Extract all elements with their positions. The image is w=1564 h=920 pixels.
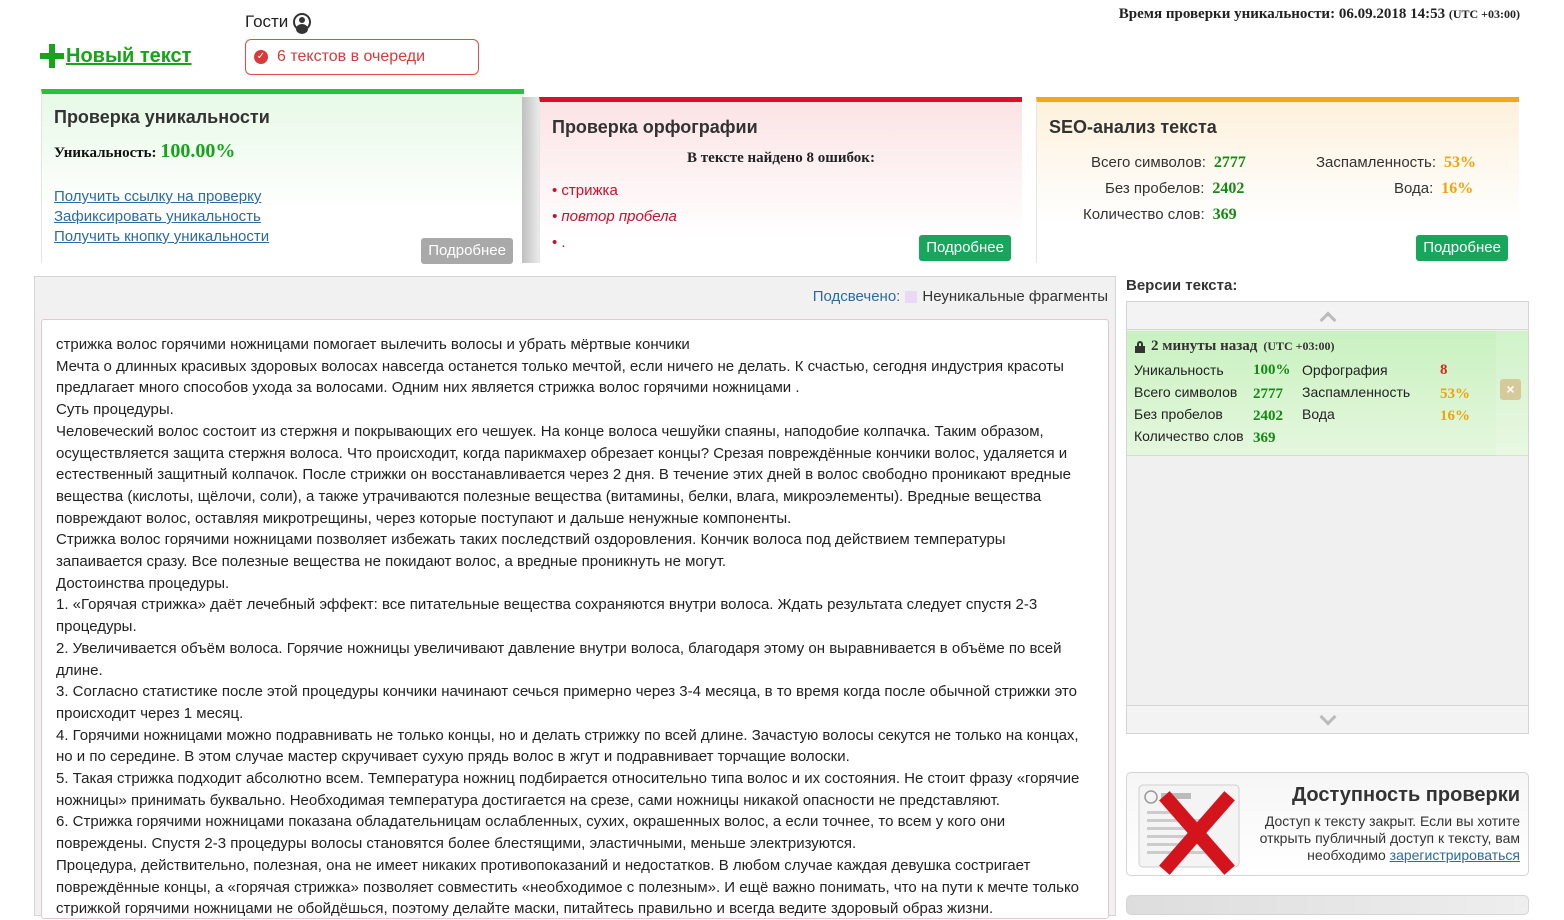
seo-words-value: 369 [1212, 206, 1237, 223]
seo-spam-label: Заспамленность: [1316, 154, 1437, 171]
spelling-title: Проверка орфографии [552, 117, 758, 137]
versions-list [1126, 301, 1529, 734]
version-chars-label: Всего символов [1134, 384, 1238, 400]
uniqueness-value: 100.00% [160, 140, 236, 162]
error-item[interactable]: • стрижка [552, 182, 677, 208]
errors-heading: В тексте найдено 8 ошибок: [687, 150, 875, 166]
text-paragraph: Мечта о длинных красивых здоровых волосах навсегда останется только мечтой, если ничего не делать. К счастью, сегодня индустрия красоты предлагает много способов ухода за волосами. Одним них является стрижка волос горячими ножницами . [56, 357, 1064, 397]
version-spam-label: Заспамленность [1302, 384, 1411, 400]
version-spelling-label: Орфография [1302, 362, 1388, 378]
seo-spam [1316, 154, 1476, 172]
fix-uniqueness-link[interactable]: Зафиксировать уникальность [54, 208, 261, 225]
text-paragraph: Достоинства процедуры. [56, 574, 230, 592]
text-paragraph: стрижка волос горячими ножницами помогает вылечить волосы и убрать мёртвые кончики [56, 336, 690, 353]
check-time [1119, 6, 1520, 23]
plus-icon [40, 44, 64, 68]
seo-total-chars [1091, 154, 1246, 172]
check-icon: ✓ [254, 50, 268, 64]
seo-words-label: Количество слов: [1083, 206, 1205, 223]
seo-water-label: Вода: [1394, 180, 1434, 197]
seo-title: SEO-анализ текста [1049, 117, 1217, 137]
get-check-link[interactable]: Получить ссылку на проверку [54, 188, 262, 205]
seo-spam-value: 53% [1444, 154, 1477, 171]
version-actions [1496, 331, 1528, 456]
uniqueness-panel [41, 89, 524, 263]
version-nospace-value: 2402 [1253, 408, 1283, 424]
lock-icon [1135, 341, 1145, 353]
version-time-label: 2 минуты назад [1151, 338, 1258, 354]
version-water-value: 16% [1440, 408, 1470, 424]
uniqueness-links [54, 188, 269, 245]
errors-list [552, 182, 677, 260]
version-uniq-label: Уникальность [1134, 362, 1224, 378]
version-time [1135, 338, 1335, 355]
text-paragraph: 6. Стрижка горячими ножницами показана обладательницам ослабленных, сухих, окрашенных волос, а если точнее, то всем у кого они повреждены. Спустя 2-3 процедуры волосы становятся более блестящими, эластичными, меньше электризуются. [56, 813, 1006, 853]
text-panel [34, 276, 1116, 916]
next-widget [1126, 895, 1529, 915]
check-time-label: Время проверки уникальности: 06.09.2018 14:53 [1118, 6, 1446, 22]
version-item[interactable] [1127, 331, 1528, 456]
availability-text [1250, 813, 1520, 864]
text-paragraph: 3. Согласно статистике после этой процедуры кончики начинают сечься примерно через 3-4 месяца, в то время когда после обычной стрижки это происходит через 1 месяц. [56, 683, 1077, 722]
text-paragraph: 2. Увеличивается объём волоса. Горячие ножницы увеличивают давление внутри волоса, благодаря этому он выравнивается в объёме по всей длине. [56, 639, 1062, 679]
register-link[interactable]: зарегистрироваться [1389, 847, 1520, 863]
version-spelling-value: 8 [1440, 362, 1448, 378]
spelling-panel [539, 97, 1022, 263]
uniqueness-title: Проверка уникальности [54, 107, 270, 127]
version-water-label: Вода [1302, 406, 1335, 422]
highlight-label: Подсвечено: [812, 288, 901, 305]
availability-message: Доступ к тексту закрыт. Если вы хотите открыть публичный доступ к тексту, вам необходимо [1259, 813, 1520, 863]
uniqueness-label: Уникальность: [54, 145, 157, 161]
version-uniq-value: 100% [1253, 362, 1291, 378]
text-paragraph: Стрижка волос горячими ножницами позволяет избежать таких последствий оздоровления. Кончик волоса под действием температуры запаивается сразу. Все полезные вещества не покидают волос, а вредные проникнуть не могут. [56, 531, 1006, 571]
version-chars-value: 2777 [1253, 386, 1283, 402]
uniqueness-line [54, 140, 235, 163]
highlight-legend-label: Неуникальные фрагменты [922, 288, 1108, 305]
seo-more-button[interactable]: Подробнее [1416, 235, 1508, 261]
text-paragraph: Процедура, действительно, полезная, она не имеет никаких противопоказаний и недостатков. В любом случае каждая девушка состригает повреждённые концы, а «горячая стрижка» позволяет совместить «необходимое с полезным». И ещё важно понимать, что на пути к мечте только стрижкой горячими ножницами не обойдёшься, поэтому делайте маски, питайтесь правильно и всегда ведите здоровый образ жизни. [56, 856, 1080, 918]
seo-water [1394, 180, 1473, 198]
seo-total-chars-value: 2777 [1213, 154, 1246, 171]
queue-status[interactable] [245, 39, 479, 75]
version-words-value: 369 [1253, 430, 1276, 446]
availability-title: Доступность проверки [1291, 784, 1520, 806]
user-icon [293, 13, 311, 31]
error-item[interactable]: • . [552, 234, 677, 260]
text-paragraph: 4. Горячими ножницами можно подравнивать не только концы, но и делать стрижку по всей длине. Зачастую волосы секутся не только на концах, но и по середине. В этом случае мастер скручивает сухую прядь волос в жгут и подравнивает торчащие волоски. [56, 726, 1079, 766]
scroll-up-button[interactable] [1127, 302, 1528, 330]
locked-document-icon [1135, 781, 1247, 871]
highlight-swatch [905, 291, 917, 303]
version-spam-value: 53% [1440, 386, 1470, 402]
new-text-button[interactable] [40, 44, 191, 68]
seo-panel [1036, 97, 1519, 263]
text-paragraph: Человеческий волос состоит из стержня и покрывающих его чешуек. На конце волоса чешуйки спаяны, наподобие колпачка. Таким образом, осуществляется защита стержня волоса. Что происходит, когда парикмахер обрезает концы? Срезая повреждённые кончики волос, удаляется и естественный защитный колпачок. После стрижки он восстанавливается через 2 дня. В течение этих дней в волос свободно проникают вредные вещества (кислоты, щёлочи, соли), а также утрачиваются полезные вещества (витамины, белки, влага, микроэлементы). Вредные вещества повреждают волос, оставляя микротрещины, через которые поступают и дальше ненужные компоненты. [56, 422, 1071, 527]
text-paragraph: 1. «Горячая стрижка» даёт лечебный эффект: все питательные вещества сохраняются внутри волоса. Ждать результата следует спустя 2-3 процедуры. [56, 596, 1038, 636]
seo-no-spaces-value: 2402 [1212, 180, 1245, 197]
spelling-more-button[interactable]: Подробнее [919, 235, 1011, 261]
delete-version-button[interactable]: × [1500, 379, 1521, 400]
queue-label: 6 текстов в очереди [277, 48, 426, 65]
get-uniqueness-button-link[interactable]: Получить кнопку уникальности [54, 228, 270, 245]
seo-words [1083, 206, 1237, 224]
new-text-label: Новый текст [66, 44, 192, 67]
seo-water-value: 16% [1441, 180, 1474, 197]
highlight-legend [813, 288, 1108, 305]
availability-box [1126, 772, 1529, 876]
version-words-label: Количество слов [1134, 428, 1244, 444]
check-time-tz: (UTC +03:00) [1448, 7, 1520, 21]
chevron-up-icon [1319, 311, 1336, 328]
text-paragraph: 5. Такая стрижка подходит абсолютно всем. Температура ножниц подбирается относительно типа волос и их состояния. Не стоит фразу «горячие ножницы» принимать буквально. Необходимая температура достигается на срезе, сами ножницы никакой опасности не представляют. [56, 770, 1080, 809]
guests-menu[interactable] [245, 12, 311, 32]
versions-title: Версии текста: [1126, 277, 1238, 294]
error-item[interactable]: • повтор пробела [552, 208, 677, 234]
seo-no-spaces-label: Без пробелов: [1105, 180, 1205, 197]
guests-label: Гости [245, 12, 289, 31]
version-tz: (UTC +03:00) [1263, 339, 1335, 353]
seo-total-chars-label: Всего символов: [1091, 154, 1206, 171]
uniqueness-more-button[interactable]: Подробнее [421, 238, 513, 264]
panel-shade [522, 97, 539, 263]
version-nospace-label: Без пробелов [1134, 406, 1223, 422]
checked-text[interactable] [41, 319, 1109, 919]
seo-no-spaces [1105, 180, 1244, 198]
scroll-down-button[interactable] [1127, 705, 1528, 733]
text-paragraph: Суть процедуры. [56, 401, 174, 419]
chevron-down-icon [1319, 708, 1336, 725]
